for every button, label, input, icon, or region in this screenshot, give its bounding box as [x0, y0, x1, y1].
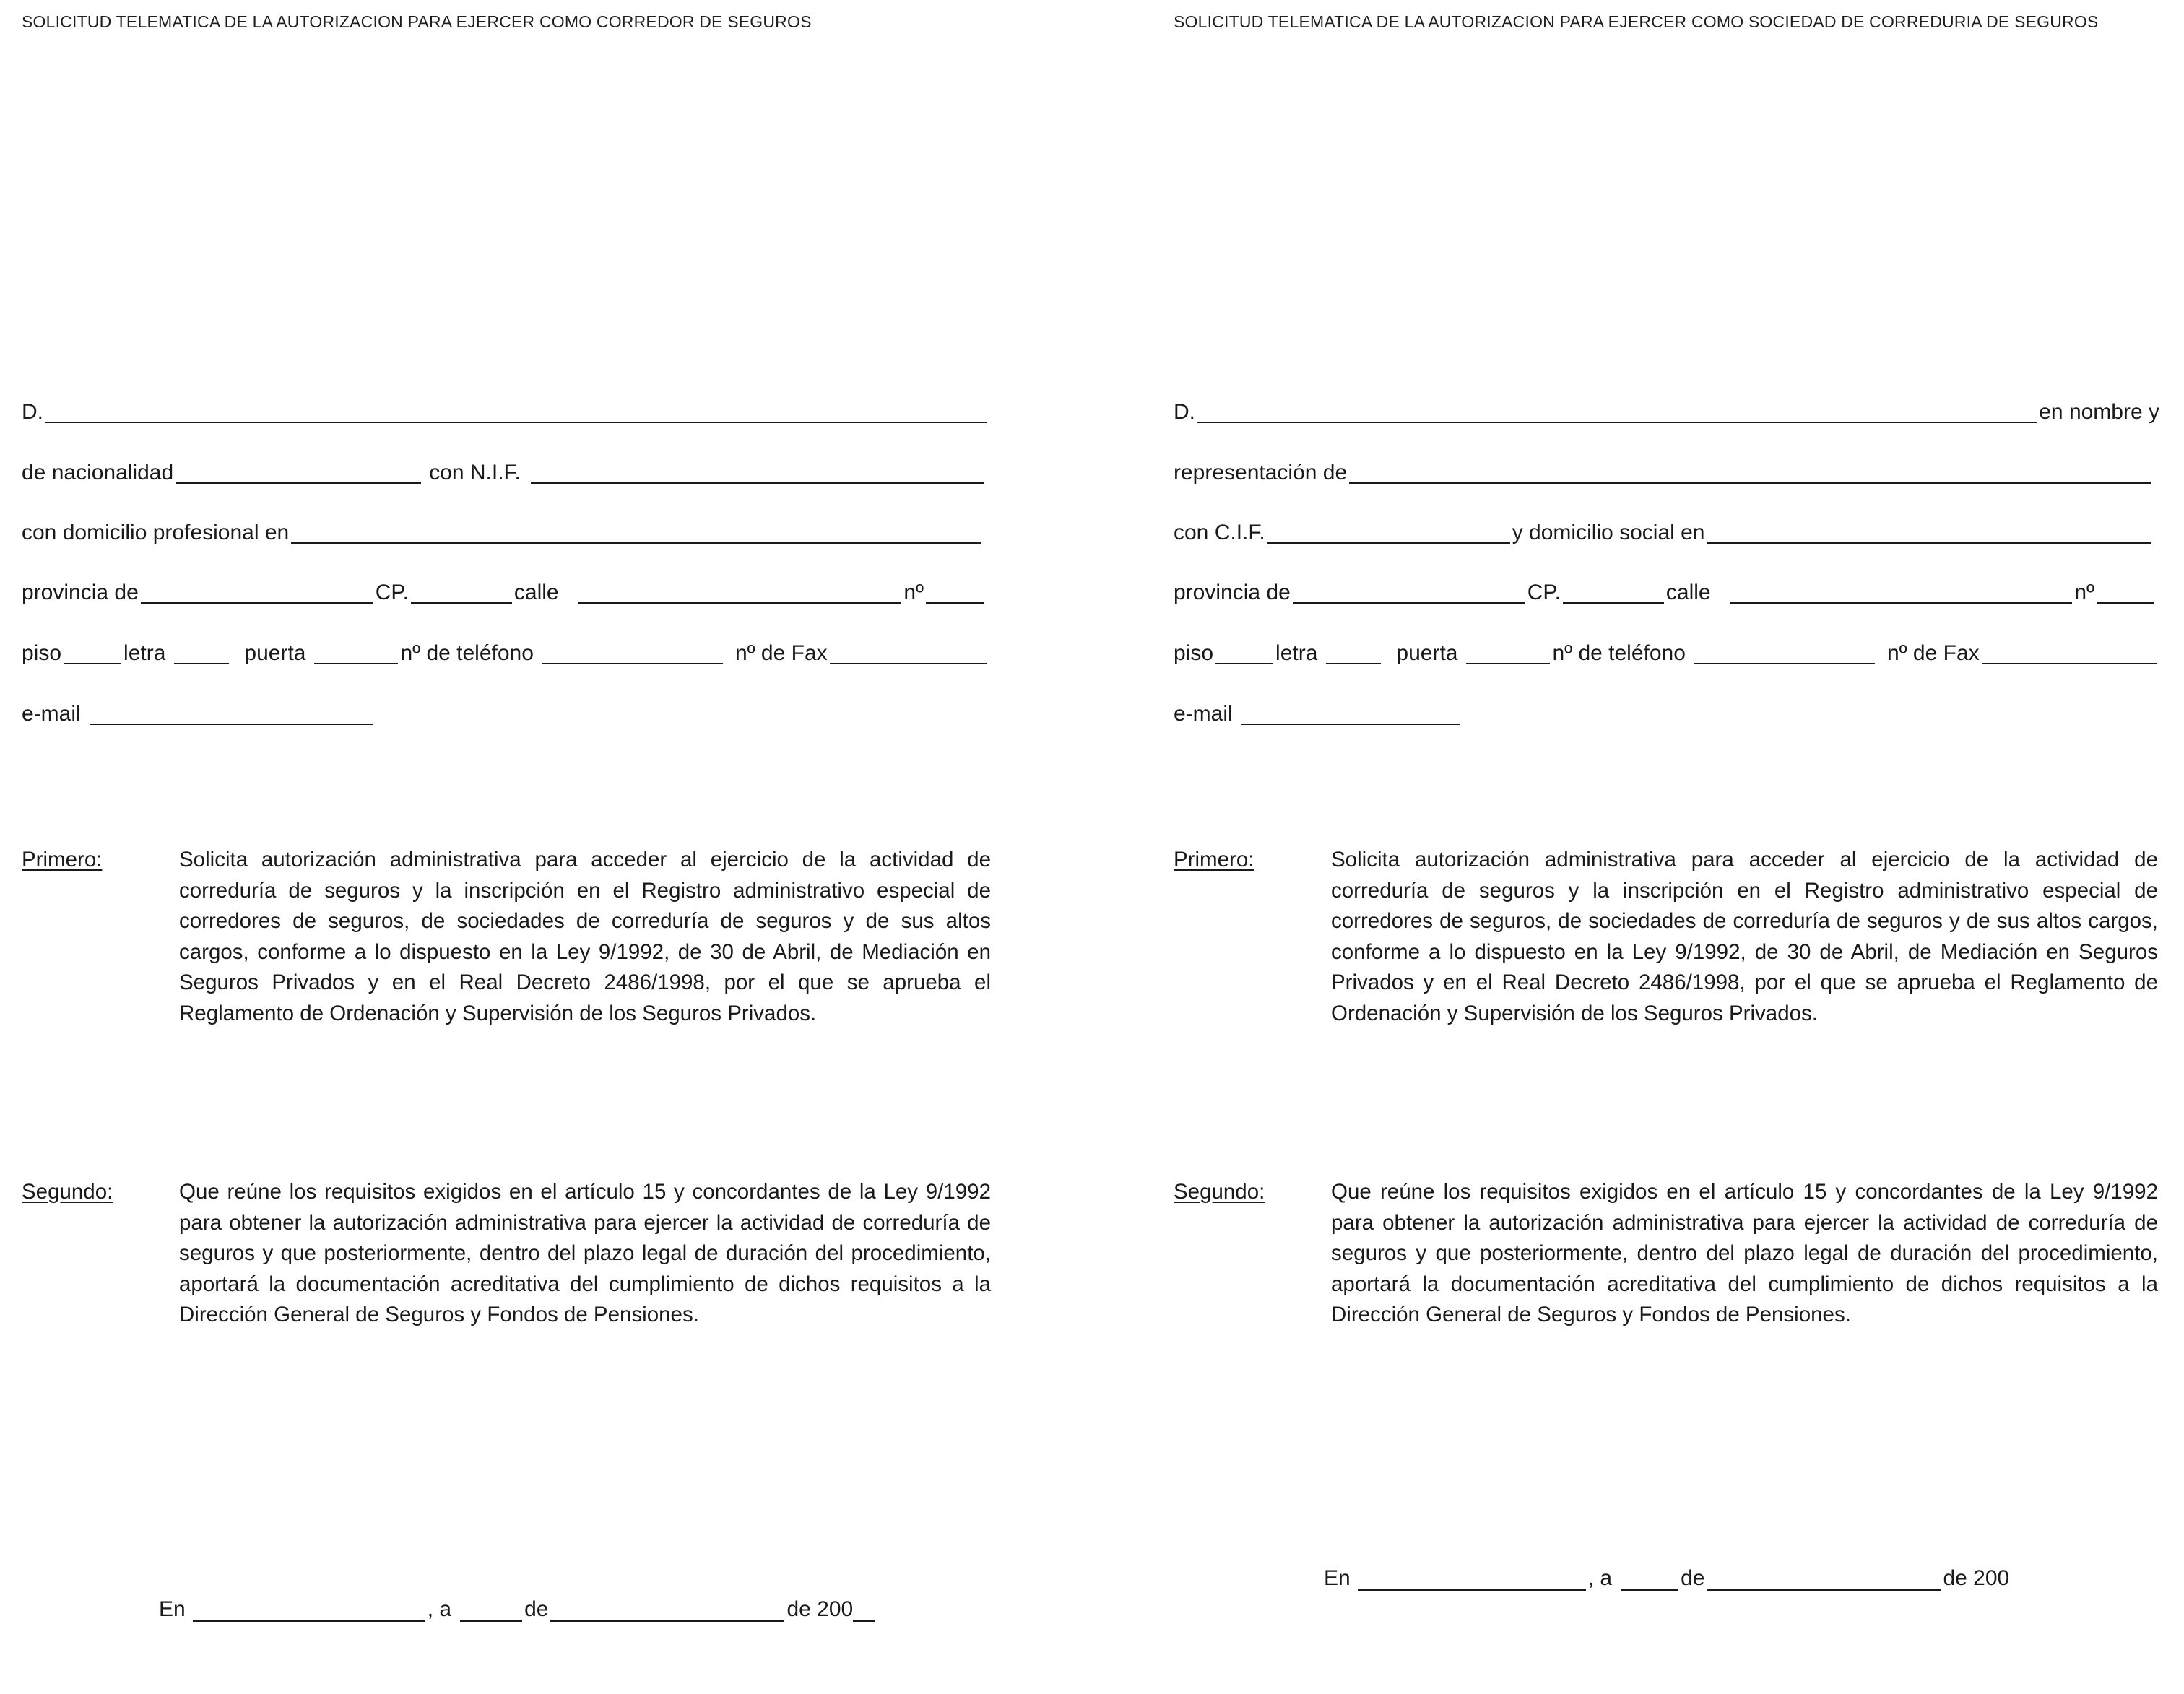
representacion-field[interactable] [1349, 482, 2152, 484]
calle-label: calle [514, 581, 559, 604]
sig-de1-label: de [524, 1597, 549, 1621]
puerta-field[interactable] [314, 663, 398, 664]
letra-field[interactable] [174, 663, 229, 664]
fax-field[interactable] [830, 663, 987, 664]
segundo-text: Que reúne los requisitos exigidos en el artículo 15 y concordantes de la Ley 9/1992 para obtener la autorización administrativa para ejercer la actividad de correduría de seguros y que posteriormente, dentro del plazo legal de duración del procedimiento, aportará la documentación acreditativa del cumplimiento de dichos requisitos a la Dirección General de Seguros y Fondos de Pensiones. [1331, 1180, 2158, 1326]
sig-en-label: En [1324, 1566, 1351, 1590]
row-name [1174, 396, 2159, 425]
domicilio-social-field[interactable] [1707, 542, 2152, 544]
form-sociedad [1174, 0, 2159, 1694]
sig-year-field[interactable] [853, 1620, 875, 1622]
telefono-label: nº de teléfono [1552, 641, 1686, 665]
primero-text: Solicita autorización administrativa para acceder al ejercicio de la actividad de correduría de seguros y la inscripción en el Registro administrativo especial de corredores de seguros, de sociedades de correduría de seguros y de sus altos cargos, conforme a lo dispuesto en la Ley 9/1992, de 30 de Abril, de Mediación en Seguros Privados y en el Real Decreto 2486/1998, por el que se aprueba el Reglamento de Ordenación y Supervisión de los Seguros Privados. [1331, 848, 2158, 1025]
telefono-field[interactable] [1694, 663, 1875, 664]
numero-field[interactable] [926, 602, 984, 604]
sig-de2-label: de 200 [1943, 1566, 2010, 1590]
sig-day-field[interactable] [460, 1620, 522, 1622]
domicilio-social-label: y domicilio social en [1512, 521, 1705, 544]
row-domicilio [22, 516, 984, 545]
puerta-label: puerta [244, 641, 306, 665]
nif-field[interactable] [531, 482, 984, 484]
cif-field[interactable] [1268, 542, 1510, 544]
sig-place-field[interactable] [1358, 1589, 1586, 1591]
piso-field[interactable] [1216, 663, 1273, 664]
fax-field[interactable] [1982, 663, 2157, 664]
primero-label: Primero: [1174, 848, 1254, 872]
email-label: e-mail [22, 702, 81, 726]
sig-place-field[interactable] [193, 1620, 425, 1622]
segundo-text: Que reúne los requisitos exigidos en el artículo 15 y concordantes de la Ley 9/1992 para obtener la autorización administrativa para ejercer la actividad de correduría de seguros y que posteriormente, dentro del plazo legal de duración del procedimiento, aportará la documentación acreditativa del cumplimiento de dichos requisitos a la Dirección General de Seguros y Fondos de Pensiones. [179, 1180, 991, 1326]
email-label: e-mail [1174, 702, 1233, 726]
nif-label: con N.I.F. [429, 461, 521, 485]
row-email [22, 698, 376, 726]
form-header: SOLICITUD TELEMATICA DE LA AUTORIZACION PARA EJERCER COMO SOCIEDAD DE CORREDURIA DE SEGUROS [1174, 12, 2099, 31]
signature-line [159, 1594, 877, 1623]
form-header: SOLICITUD TELEMATICA DE LA AUTORIZACION PARA EJERCER COMO CORREDOR DE SEGUROS [22, 12, 812, 31]
numero-field[interactable] [2097, 602, 2154, 604]
cp-field[interactable] [411, 602, 512, 604]
fax-label: nº de Fax [734, 641, 828, 665]
letra-label: letra [1275, 641, 1318, 665]
primero-text: Solicita autorización administrativa para acceder al ejercicio de la actividad de correduría de seguros y la inscripción en el Registro administrativo especial de corredores de seguros, de sociedades de correduría de seguros y de sus altos cargos, conforme a lo dispuesto en la Ley 9/1992, de 30 de Abril, de Mediación en Seguros Privados y en el Real Decreto 2486/1998, por el que se aprueba el Reglamento de Ordenación y Supervisión de los Seguros Privados. [179, 848, 991, 1025]
row-representacion [1174, 456, 2154, 485]
cp-label: CP. [1527, 581, 1561, 604]
primero-label: Primero: [22, 848, 103, 872]
sig-month-field[interactable] [1707, 1589, 1941, 1591]
piso-label: piso [1174, 641, 1214, 665]
calle-field[interactable] [578, 602, 902, 604]
cp-label: CP. [375, 581, 409, 604]
name-field[interactable] [1197, 422, 2037, 423]
numero-label: nº [2074, 581, 2094, 604]
puerta-label: puerta [1396, 641, 1458, 665]
sig-de2-label: de 200 [786, 1597, 854, 1621]
row-contact [22, 637, 989, 666]
sig-a-label: , a [1587, 1566, 1613, 1590]
cp-field[interactable] [1563, 602, 1664, 604]
d-label: D. [1174, 400, 1195, 424]
fax-label: nº de Fax [1886, 641, 1980, 665]
en-nombre-label: en nombre y [2039, 400, 2159, 424]
row-address [1174, 576, 2157, 605]
provincia-field[interactable] [1293, 602, 1525, 604]
signature-line [1324, 1563, 2009, 1592]
row-contact [1174, 637, 2159, 666]
sig-day-field[interactable] [1621, 1589, 1678, 1591]
row-email [1174, 698, 1462, 726]
name-field[interactable] [46, 422, 987, 423]
row-address [22, 576, 986, 605]
nacionalidad-label: de nacionalidad [22, 461, 174, 485]
sig-a-label: , a [427, 1597, 452, 1621]
domicilio-field[interactable] [291, 542, 982, 544]
piso-field[interactable] [64, 663, 121, 664]
sig-en-label: En [159, 1597, 186, 1621]
representacion-label: representación de [1174, 461, 1348, 485]
row-name [22, 396, 989, 425]
segundo-label: Segundo: [1174, 1180, 1265, 1204]
piso-label: piso [22, 641, 62, 665]
provincia-field[interactable] [141, 602, 373, 604]
calle-label: calle [1665, 581, 1711, 604]
row-cif [1174, 516, 2154, 545]
segundo-label: Segundo: [22, 1180, 113, 1204]
puerta-field[interactable] [1466, 663, 1550, 664]
sig-de1-label: de [1681, 1566, 1705, 1590]
row-nationality [22, 456, 986, 485]
d-label: D. [22, 400, 43, 424]
email-field[interactable] [90, 724, 373, 725]
telefono-label: nº de teléfono [400, 641, 534, 665]
cif-label: con C.I.F. [1174, 521, 1265, 544]
calle-field[interactable] [1730, 602, 2073, 604]
email-field[interactable] [1242, 724, 1460, 725]
numero-label: nº [904, 581, 924, 604]
provincia-label: provincia de [22, 581, 139, 604]
sig-month-field[interactable] [550, 1620, 784, 1622]
form-corredor [22, 0, 1018, 1694]
nacionalidad-field[interactable] [176, 482, 421, 484]
provincia-label: provincia de [1174, 581, 1291, 604]
telefono-field[interactable] [542, 663, 723, 664]
letra-label: letra [124, 641, 166, 665]
letra-field[interactable] [1326, 663, 1381, 664]
domicilio-label: con domicilio profesional en [22, 521, 290, 544]
